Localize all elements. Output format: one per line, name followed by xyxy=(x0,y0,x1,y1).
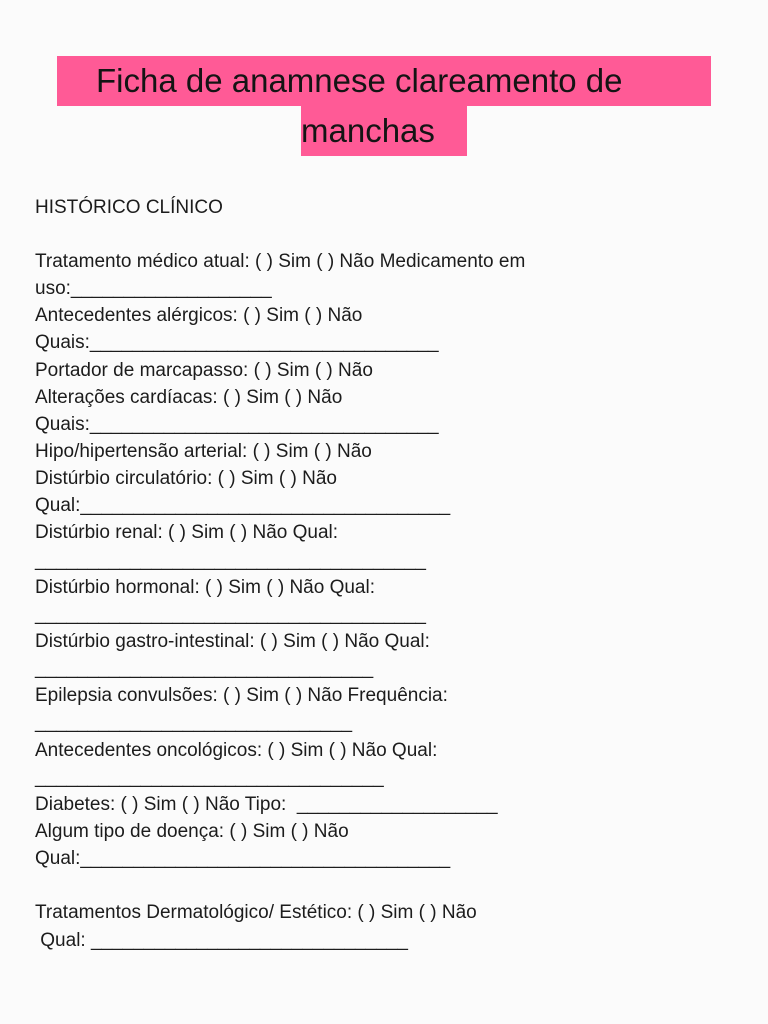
form-line-circulatory-which: Qual:___________________________________ xyxy=(35,495,451,517)
form-line-epilepsy-blank: ______________________________ xyxy=(35,712,353,734)
form-line-hormonal: Distúrbio hormonal: ( ) Sim ( ) Não Qual: xyxy=(35,576,375,598)
form-line-renal-blank: _____________________________________ xyxy=(35,549,426,571)
form-line-dermatological: Tratamentos Dermatológico/ Estético: ( ) Sim ( ) Não xyxy=(35,902,477,924)
form-line-allergies: Antecedentes alérgicos: ( ) Sim ( ) Não xyxy=(35,305,363,327)
form-line-dermatological-which: Qual: ______________________________ xyxy=(35,929,408,951)
form-line-oncology-blank: _________________________________ xyxy=(35,766,384,788)
form-line-pacemaker: Portador de marcapasso: ( ) Sim ( ) Não xyxy=(35,359,373,381)
form-line-allergies-which: Quais:_________________________________ xyxy=(35,332,439,354)
form-line-treatment: Tratamento médico atual: ( ) Sim ( ) Não Medicamento em xyxy=(35,251,526,272)
form-line-medication-use: uso:___________________ xyxy=(35,278,272,300)
form-line-epilepsy: Epilepsia convulsões: ( ) Sim ( ) Não Frequência: xyxy=(35,685,448,707)
form-line-oncology: Antecedentes oncológicos: ( ) Sim ( ) Não Qual: xyxy=(35,739,438,761)
form-line-disease: Algum tipo de doença: ( ) Sim ( ) Não xyxy=(35,820,349,842)
form-line-spacer xyxy=(35,872,735,899)
form-line-gastro: Distúrbio gastro-intestinal: ( ) Sim ( ) Não Qual: xyxy=(35,630,430,652)
form-line-circulatory: Distúrbio circulatório: ( ) Sim ( ) Não xyxy=(35,468,337,490)
document-title-line1: Ficha de anamnese clareamento de xyxy=(96,62,623,99)
form-line-cardiac-which: Quais:_________________________________ xyxy=(35,413,439,435)
form-line-disease-which: Qual:___________________________________ xyxy=(35,848,451,870)
form-line-gastro-blank: ________________________________ xyxy=(35,658,374,680)
section-heading: HISTÓRICO CLÍNICO xyxy=(35,197,223,218)
form-line-renal: Distúrbio renal: ( ) Sim ( ) Não Qual: xyxy=(35,522,339,544)
document-title-line2: manchas xyxy=(301,112,435,149)
form-line-hormonal-blank: _____________________________________ xyxy=(35,603,426,625)
form-line-blood-pressure: Hipo/hipertensão arterial: ( ) Sim ( ) Não xyxy=(35,440,372,462)
form-line-cardiac: Alterações cardíacas: ( ) Sim ( ) Não xyxy=(35,386,343,408)
form-line-diabetes: Diabetes: ( ) Sim ( ) Não Tipo: ___________________ xyxy=(35,793,498,815)
clinical-history-form xyxy=(35,248,735,954)
